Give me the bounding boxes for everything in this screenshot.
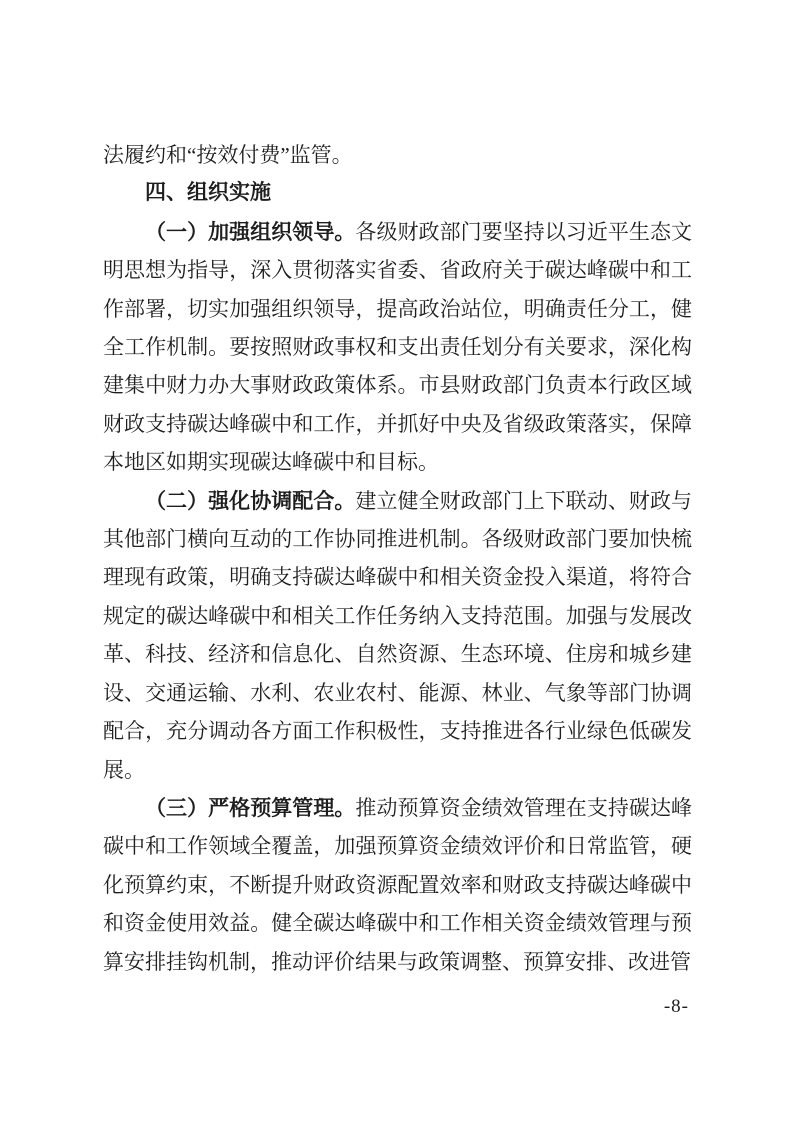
paragraph-1 <box>103 213 692 482</box>
document-body <box>103 136 692 981</box>
paragraph-3-text: 推动预算资金绩效管理在支持碳达峰碳中和工作领域全覆盖，加强预算资金绩效评价和日常监管，硬化预算约束，不断提升财政资源配置效率和财政支持碳达峰碳中和资金使用效益。健全碳达峰碳中和工作相关资金绩效管理与预算安排挂钩机制，推动评价结果与政策调整、预算安排、改进管 <box>103 795 693 974</box>
page-number: -8- <box>663 996 689 1017</box>
paragraph-2-lead: （二）强化协调配合。 <box>145 488 356 513</box>
paragraph-3-lead: （三）严格预算管理。 <box>145 795 356 820</box>
section-heading: 四、组织实施 <box>145 181 271 205</box>
paragraph-1-text: 各级财政部门要坚持以习近平生态文明思想为指导，深入贯彻落实省委、省政府关于碳达峰碳中和工作部署，切实加强组织领导，提高政治站位，明确责任分工，健全工作机制。要按照财政事权和支出责任划分有关要求，深化构建集中财力办大事财政政策体系。市县财政部门负责本行政区域财政支持碳达峰碳中和工作，并抓好中央及省级政策落实，保障本地区如期实现碳达峰碳中和目标。 <box>103 219 693 475</box>
paragraph-2 <box>103 482 692 789</box>
paragraph-3 <box>103 789 692 981</box>
paragraph-1-lead: （一）加强组织领导。 <box>145 219 356 244</box>
paragraph-2-text: 建立健全财政部门上下联动、财政与其他部门横向互动的工作协同推进机制。各级财政部门要加快梳理现有政策，明确支持碳达峰碳中和相关资金投入渠道，将符合规定的碳达峰碳中和相关工作任务纳入支持范围。加强与发展改革、科技、经济和信息化、自然资源、生态环境、住房和城乡建设、交通运输、水利、农业农村、能源、林业、气象等部门协调配合，充分调动各方面工作积极性，支持推进各行业绿色低碳发展。 <box>103 488 693 782</box>
paragraph-continuation: 法履约和“按效付费”监管。 <box>103 143 353 167</box>
